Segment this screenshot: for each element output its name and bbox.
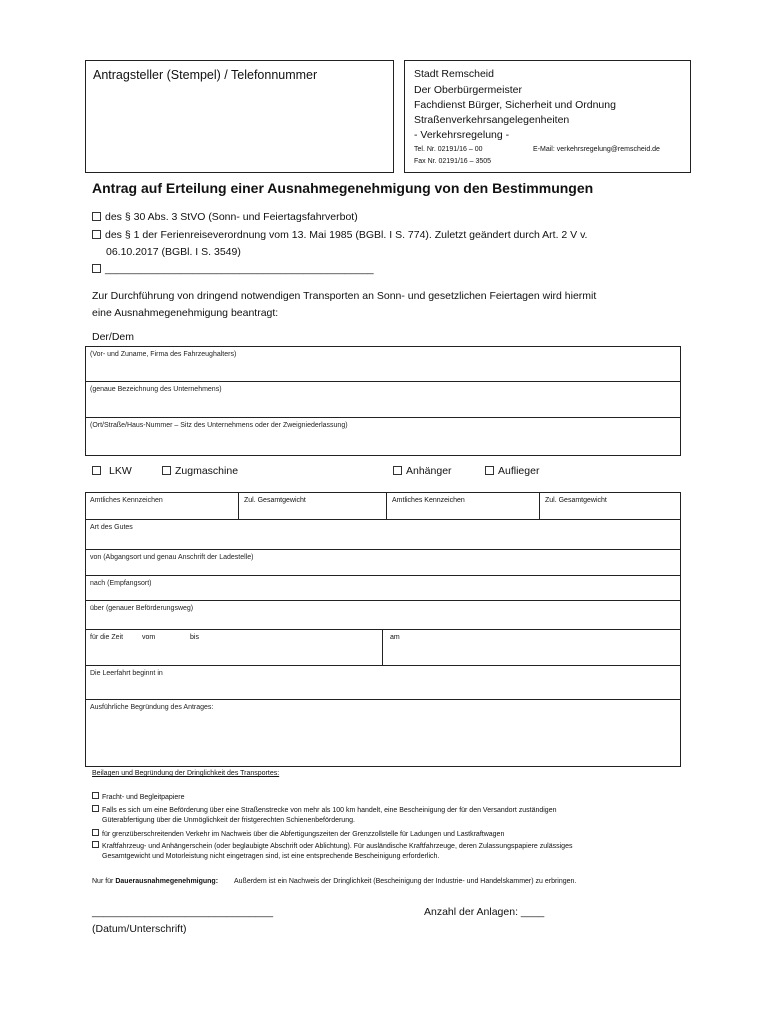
option-stvo[interactable] bbox=[92, 211, 358, 223]
on-label: am bbox=[390, 634, 400, 641]
vehicle-lkw-label: LKW bbox=[109, 465, 132, 477]
option-ferienreise-label: des § 1 der Ferienreiseverordnung vom 13. Mai 1985 (BGBl. I S. 774). Zuletzt geändert durch Art. 2 V v. bbox=[105, 229, 588, 241]
option-stvo-label: des § 30 Abs. 3 StVO (Sonn- und Feiertagsfahrverbot) bbox=[105, 211, 358, 223]
permanent-bold: Dauerausnahmegenehmigung: bbox=[115, 878, 219, 885]
destination-field[interactable] bbox=[85, 575, 681, 601]
reason-label: Ausführliche Begründung des Antrages: bbox=[90, 704, 214, 711]
authority-line-4: Straßenverkehrsangelegenheiten bbox=[414, 114, 570, 126]
option-ferienreise-cont: 06.10.2017 (BGBl. I S. 3549) bbox=[106, 246, 241, 258]
route-label: über (genauer Beförderungsweg) bbox=[90, 605, 194, 612]
checkbox-icon[interactable] bbox=[92, 264, 101, 273]
checkbox-icon[interactable] bbox=[162, 466, 171, 475]
address-label: (Ort/Straße/Haus-Nummer – Sitz des Unternehmens oder der Zweigniederlassung) bbox=[90, 422, 348, 429]
vehicle-zugmaschine-label: Zugmaschine bbox=[175, 465, 239, 477]
holder-name-field[interactable] bbox=[85, 346, 681, 382]
vehicle-auflieger[interactable] bbox=[485, 465, 539, 477]
checkbox-icon[interactable] bbox=[92, 805, 99, 812]
attachment-item-1-label: Fracht- und Begleitpapiere bbox=[102, 794, 185, 801]
company-field[interactable] bbox=[85, 381, 681, 418]
destination-label: nach (Empfangsort) bbox=[90, 580, 152, 587]
intro-line-2: eine Ausnahmegenehmigung beantragt: bbox=[92, 307, 279, 319]
checkbox-icon[interactable] bbox=[485, 466, 494, 475]
intro-line-1: Zur Durchführung von dringend notwendigen Transporten an Sonn- und gesetzlichen Feiertagen wird hiermit bbox=[92, 290, 597, 302]
signature-label: (Datum/Unterschrift) bbox=[92, 923, 187, 935]
authority-address-box bbox=[404, 60, 691, 173]
permanent-text: Außerdem ist ein Nachweis der Dringlichkeit (Bescheinigung der Industrie- und Handelskammer) zu erbringen. bbox=[234, 878, 577, 885]
option-ferienreise[interactable] bbox=[92, 229, 587, 241]
vehicle-anhaenger-label: Anhänger bbox=[406, 465, 452, 477]
authority-line-2: Der Oberbürgermeister bbox=[414, 84, 522, 96]
holder-name-label: (Vor- und Zuname, Firma des Fahrzeughalters) bbox=[90, 351, 237, 358]
goods-label: Art des Gutes bbox=[90, 524, 133, 531]
signature-line[interactable]: _______________________________ bbox=[92, 906, 274, 918]
authority-tel: Tel. Nr. 02191/16 – 00 bbox=[414, 146, 483, 153]
time-from-label: vom bbox=[142, 634, 156, 641]
empty-run-label: Die Leerfahrt beginnt in bbox=[90, 670, 163, 677]
address-field[interactable] bbox=[85, 417, 681, 456]
attachment-item-3-label: für grenzüberschreitenden Verkehr im Nachweis über die Abfertigungszeiten der Grenzzollstelle für Ladungen und Lastkraftwagen bbox=[102, 831, 505, 838]
time-row[interactable] bbox=[85, 629, 681, 666]
permanent-prefix: Nur für bbox=[92, 878, 114, 885]
origin-label: von (Abgangsort und genau Anschrift der Ladestelle) bbox=[90, 554, 254, 561]
authority-line-5: - Verkehrsregelung - bbox=[414, 129, 510, 141]
checkbox-icon[interactable] bbox=[92, 212, 101, 221]
attachment-item-1[interactable] bbox=[92, 792, 185, 801]
permanent-note bbox=[92, 878, 576, 885]
attachment-item-4-cont: Gesamtgewicht und Motorleistung nicht eingetragen sind, ist eine entsprechende Bescheinigung erforderlich. bbox=[102, 853, 440, 860]
checkbox-icon[interactable] bbox=[92, 841, 99, 848]
option-other-line: ______________________________________________ bbox=[105, 263, 374, 275]
checkbox-icon[interactable] bbox=[92, 829, 99, 836]
vehicle-lkw[interactable] bbox=[92, 465, 132, 477]
attachment-item-3[interactable] bbox=[92, 829, 504, 838]
vehicle-anhaenger[interactable] bbox=[393, 465, 452, 477]
route-field[interactable] bbox=[85, 600, 681, 630]
attachment-item-2-label: Falls es sich um eine Beförderung über eine Straßenstrecke von mehr als 100 km handelt, eine Bescheinigung der für den Versandort zuständigen bbox=[102, 807, 557, 814]
vehicle-auflieger-label: Auflieger bbox=[498, 465, 540, 477]
goods-field[interactable] bbox=[85, 519, 681, 550]
der-dem-label: Der/Dem bbox=[92, 331, 135, 343]
reason-field[interactable] bbox=[85, 699, 681, 767]
plate-1-label: Amtliches Kennzeichen bbox=[90, 497, 163, 504]
attachment-item-4-label: Kraftfahrzeug- und Anhängerschein (oder beglaubigte Abschrift oder Ablichtung). Für ausländische Kraftfahrzeuge, deren Zulassungspapiere zulässiges bbox=[102, 843, 573, 850]
applicant-stamp-label: Antragsteller (Stempel) / Telefonnummer bbox=[93, 68, 318, 82]
checkbox-icon[interactable] bbox=[92, 230, 101, 239]
origin-field[interactable] bbox=[85, 549, 681, 576]
applicant-stamp-box[interactable] bbox=[85, 60, 394, 173]
time-to-label: bis bbox=[190, 634, 199, 641]
checkbox-icon[interactable] bbox=[92, 466, 101, 475]
authority-line-3: Fachdienst Bürger, Sicherheit und Ordnung bbox=[414, 99, 616, 111]
attachments-count[interactable]: Anzahl der Anlagen: ____ bbox=[424, 906, 545, 918]
authority-fax: Fax Nr. 02191/16 – 3505 bbox=[414, 158, 492, 165]
vehicle-plate-row bbox=[85, 492, 681, 520]
plate-2-label: Amtliches Kennzeichen bbox=[392, 497, 465, 504]
form-title: Antrag auf Erteilung einer Ausnahmegenehmigung von den Bestimmungen bbox=[92, 180, 594, 196]
vehicle-zugmaschine[interactable] bbox=[162, 465, 238, 477]
option-other[interactable] bbox=[92, 263, 374, 275]
weight-1-label: Zul. Gesamtgewicht bbox=[244, 497, 306, 504]
attachment-item-2[interactable] bbox=[92, 805, 557, 814]
attachment-item-4[interactable] bbox=[92, 841, 572, 850]
weight-2-label: Zul. Gesamtgewicht bbox=[545, 497, 607, 504]
time-label: für die Zeit bbox=[90, 634, 124, 641]
checkbox-icon[interactable] bbox=[393, 466, 402, 475]
company-label: (genaue Bezeichnung des Unternehmens) bbox=[90, 386, 222, 393]
attachment-item-2-cont: Güterabfertigung über die Unmöglichkeit der fristgerechten Schienenbeförderung. bbox=[102, 817, 355, 824]
authority-email: E-Mail: verkehrsregelung@remscheid.de bbox=[533, 146, 660, 153]
attachments-heading: Beilagen und Begründung der Dringlichkeit des Transportes: bbox=[92, 770, 280, 777]
empty-run-field[interactable] bbox=[85, 665, 681, 700]
authority-line-1: Stadt Remscheid bbox=[414, 68, 494, 80]
checkbox-icon[interactable] bbox=[92, 792, 99, 799]
